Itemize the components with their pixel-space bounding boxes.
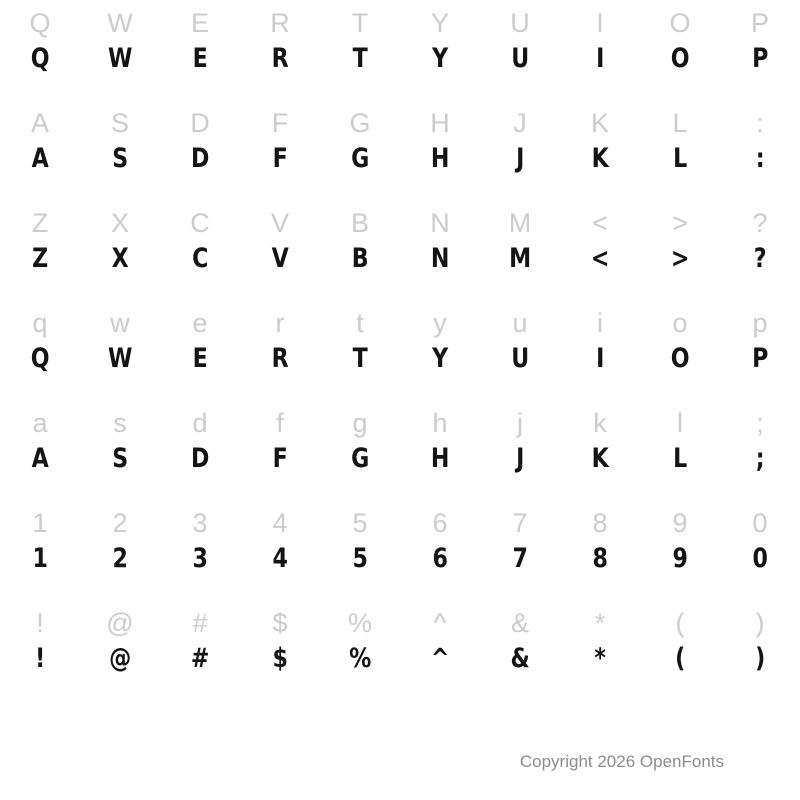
sample-glyph: ^ xyxy=(430,643,450,674)
sample-glyph: Q xyxy=(30,43,50,74)
reference-glyph: D xyxy=(190,108,210,138)
reference-glyph: o xyxy=(672,308,688,338)
sample-glyph: A xyxy=(31,443,49,474)
reference-glyph: $ xyxy=(272,608,288,638)
reference-glyph: a xyxy=(32,408,48,438)
reference-glyph: C xyxy=(190,208,210,238)
sample-row xyxy=(0,543,800,576)
reference-glyph: K xyxy=(590,108,609,138)
sample-glyph: D xyxy=(191,143,209,174)
sample-glyph: M xyxy=(509,243,531,274)
sample-glyph: > xyxy=(670,243,690,274)
sample-glyph: P xyxy=(752,343,768,374)
glyph-row-pair xyxy=(0,0,800,100)
sample-glyph: R xyxy=(271,43,289,74)
sample-glyph: 3 xyxy=(192,543,208,574)
sample-row xyxy=(0,243,800,276)
sample-glyph: V xyxy=(271,243,289,274)
sample-glyph: 0 xyxy=(752,543,768,574)
sample-glyph: S xyxy=(112,443,128,474)
sample-glyph: B xyxy=(351,243,369,274)
sample-glyph: Y xyxy=(432,43,448,74)
sample-glyph: O xyxy=(670,343,690,374)
reference-glyph: # xyxy=(192,608,208,638)
reference-glyph: M xyxy=(508,208,532,238)
reference-glyph: R xyxy=(270,8,290,38)
sample-glyph: ! xyxy=(35,643,45,674)
reference-glyph: f xyxy=(276,408,284,438)
sample-glyph: K xyxy=(591,443,609,474)
reference-glyph: ! xyxy=(36,608,44,638)
reference-glyph: P xyxy=(750,8,769,38)
reference-glyph: s xyxy=(113,408,127,438)
sample-glyph: E xyxy=(192,43,208,74)
reference-glyph: j xyxy=(517,408,523,438)
sample-glyph: % xyxy=(349,643,371,674)
reference-glyph: 2 xyxy=(112,508,128,538)
reference-glyph: t xyxy=(356,308,364,338)
reference-glyph: 6 xyxy=(432,508,448,538)
reference-glyph: S xyxy=(110,108,129,138)
reference-glyph: ^ xyxy=(433,608,447,638)
sample-glyph: ? xyxy=(753,243,767,274)
sample-glyph: * xyxy=(594,643,606,674)
sample-glyph: F xyxy=(272,443,288,474)
sample-glyph: @ xyxy=(109,643,131,674)
reference-glyph: q xyxy=(32,308,48,338)
sample-row xyxy=(0,43,800,76)
sample-glyph: & xyxy=(510,643,530,674)
sample-glyph: H xyxy=(430,443,450,474)
sample-glyph: U xyxy=(511,343,529,374)
sample-glyph: 1 xyxy=(32,543,48,574)
reference-glyph: I xyxy=(596,8,604,38)
sample-glyph: I xyxy=(596,43,604,74)
reference-glyph: N xyxy=(430,208,450,238)
glyph-row-pair xyxy=(0,200,800,300)
sample-glyph: ) xyxy=(755,643,765,674)
reference-row xyxy=(0,500,800,543)
sample-glyph: G xyxy=(351,143,369,174)
reference-glyph: u xyxy=(512,308,528,338)
sample-glyph: A xyxy=(31,143,49,174)
sample-glyph: K xyxy=(591,143,609,174)
reference-glyph: 1 xyxy=(32,508,48,538)
reference-glyph: > xyxy=(672,208,688,238)
copyright-notice: Copyright 2026 OpenFonts xyxy=(519,752,724,771)
reference-glyph: ; xyxy=(756,408,764,438)
reference-glyph: A xyxy=(30,108,49,138)
reference-glyph: : xyxy=(756,108,764,138)
reference-glyph: Y xyxy=(430,8,449,38)
reference-glyph: G xyxy=(349,108,371,138)
sample-glyph: Q xyxy=(30,343,50,374)
sample-glyph: : xyxy=(755,143,765,174)
sample-glyph: # xyxy=(190,643,210,674)
reference-glyph: J xyxy=(513,108,527,138)
sample-row xyxy=(0,343,800,376)
sample-glyph: L xyxy=(673,143,687,174)
glyph-row-pair xyxy=(0,600,800,700)
reference-glyph: w xyxy=(110,308,130,338)
reference-glyph: Z xyxy=(31,208,49,238)
reference-glyph: % xyxy=(347,608,372,638)
sample-glyph: W xyxy=(107,43,133,74)
sample-glyph: P xyxy=(752,43,768,74)
glyph-row-pair xyxy=(0,500,800,600)
sample-glyph: T xyxy=(352,343,368,374)
glyph-row-pair xyxy=(0,400,800,500)
reference-glyph: Q xyxy=(29,8,51,38)
reference-glyph: 8 xyxy=(592,508,608,538)
sample-glyph: T xyxy=(352,43,368,74)
reference-glyph: & xyxy=(510,608,529,638)
reference-glyph: 5 xyxy=(352,508,368,538)
sample-glyph: 2 xyxy=(112,543,128,574)
sample-glyph: I xyxy=(596,343,604,374)
reference-glyph: L xyxy=(672,108,688,138)
reference-glyph: X xyxy=(110,208,129,238)
reference-glyph: B xyxy=(350,208,369,238)
glyph-row-pair xyxy=(0,100,800,200)
sample-glyph: ; xyxy=(755,443,765,474)
sample-glyph: J xyxy=(516,143,524,174)
reference-glyph: i xyxy=(597,308,603,338)
sample-glyph: Y xyxy=(432,343,448,374)
sample-glyph: N xyxy=(430,243,450,274)
sample-glyph: $ xyxy=(272,643,288,674)
reference-glyph: H xyxy=(430,108,450,138)
reference-glyph: g xyxy=(352,408,368,438)
reference-glyph: h xyxy=(432,408,448,438)
sample-glyph: J xyxy=(516,443,524,474)
reference-glyph: e xyxy=(192,308,208,338)
reference-glyph: y xyxy=(433,308,447,338)
sample-glyph: L xyxy=(673,443,687,474)
reference-glyph: F xyxy=(271,108,289,138)
reference-glyph: U xyxy=(510,8,530,38)
reference-glyph: V xyxy=(270,208,289,238)
reference-row xyxy=(0,100,800,143)
sample-glyph: H xyxy=(430,143,450,174)
reference-glyph: d xyxy=(192,408,208,438)
sample-glyph: < xyxy=(590,243,610,274)
reference-glyph: 7 xyxy=(512,508,528,538)
reference-glyph: l xyxy=(677,408,683,438)
sample-glyph: R xyxy=(271,343,289,374)
reference-glyph: W xyxy=(107,8,133,38)
reference-row xyxy=(0,400,800,443)
reference-row xyxy=(0,0,800,43)
sample-glyph: 7 xyxy=(512,543,528,574)
sample-glyph: W xyxy=(107,343,133,374)
sample-glyph: E xyxy=(192,343,208,374)
sample-glyph: X xyxy=(111,243,129,274)
reference-glyph: p xyxy=(752,308,768,338)
sample-glyph: Z xyxy=(32,243,48,274)
reference-glyph: ( xyxy=(675,608,685,638)
reference-glyph: O xyxy=(669,8,691,38)
sample-glyph: O xyxy=(670,43,690,74)
sample-glyph: C xyxy=(192,243,208,274)
reference-glyph: r xyxy=(275,308,285,338)
sample-glyph: U xyxy=(511,43,529,74)
glyph-row-pair xyxy=(0,300,800,400)
reference-glyph: ) xyxy=(755,608,765,638)
reference-glyph: 3 xyxy=(192,508,208,538)
sample-glyph: 5 xyxy=(352,543,368,574)
sample-glyph: 9 xyxy=(672,543,688,574)
sample-glyph: G xyxy=(351,443,369,474)
reference-glyph: 0 xyxy=(752,508,768,538)
reference-glyph: < xyxy=(592,208,608,238)
sample-row xyxy=(0,143,800,176)
reference-glyph: @ xyxy=(106,608,134,638)
reference-glyph: T xyxy=(351,8,369,38)
reference-row xyxy=(0,200,800,243)
reference-glyph: E xyxy=(190,8,209,38)
sample-glyph: 6 xyxy=(432,543,448,574)
sample-row xyxy=(0,443,800,476)
reference-glyph: 9 xyxy=(672,508,688,538)
reference-glyph: * xyxy=(594,608,606,638)
reference-row xyxy=(0,300,800,343)
reference-row xyxy=(0,600,800,643)
sample-row xyxy=(0,643,800,676)
reference-glyph: k xyxy=(593,408,607,438)
sample-glyph: 8 xyxy=(592,543,608,574)
sample-glyph: F xyxy=(272,143,288,174)
sample-glyph: D xyxy=(191,443,209,474)
reference-glyph: 4 xyxy=(272,508,288,538)
sample-glyph: ( xyxy=(675,643,685,674)
sample-glyph: S xyxy=(112,143,128,174)
sample-glyph: 4 xyxy=(272,543,288,574)
reference-glyph: ? xyxy=(752,208,768,238)
